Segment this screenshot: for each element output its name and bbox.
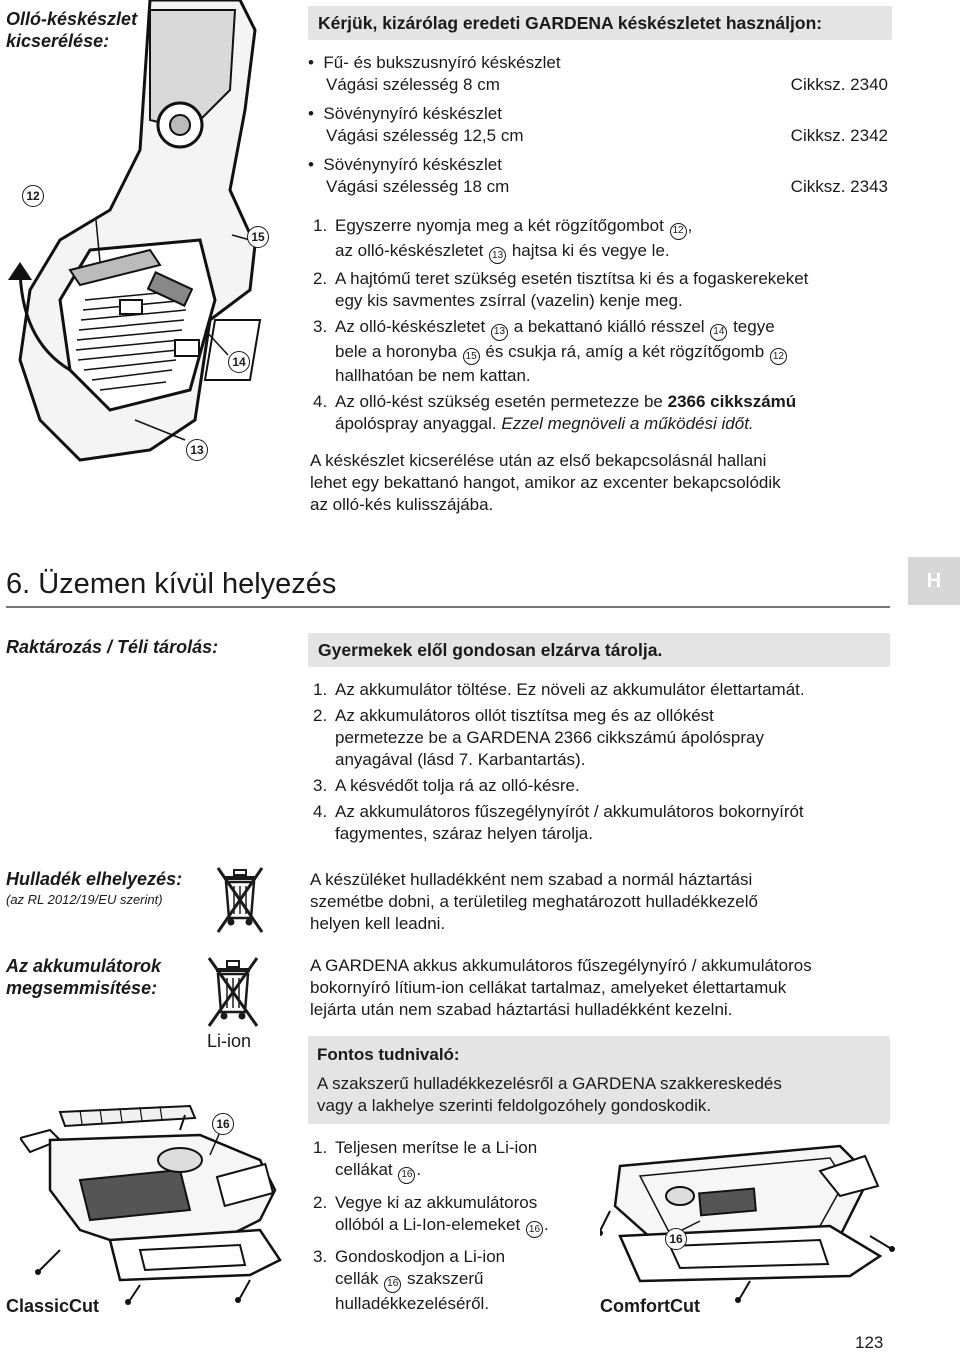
section-rule [6, 606, 890, 608]
storage-item: 3. A késvédőt tolja rá az olló-késre. [313, 776, 580, 795]
kit-width: Vágási szélesség 12,5 cm [326, 126, 524, 145]
step-item: 2. A hajtómű teret szükség esetén tisztítsa ki és a fogaskerekeket egy kis savmentes zsírral (vazelin) kenje meg. [313, 269, 809, 310]
storage-item: 4. Az akkumulátoros fűszegélynyírót / akkumulátoros bokornyírót fagymentes, száraz helyen tárolja. [313, 802, 804, 843]
storage-item: 1. Az akkumulátor töltése. Ez növeli az akkumulátor élettartamát. [313, 680, 805, 699]
kit-item: • Sövénynyíró késkészlet Vágási szélesség 18 cm Cikksz. 2343 [308, 155, 888, 196]
kit-item: • Sövénynyíró késkészlet Vágási szélesség 12,5 cm Cikksz. 2342 [308, 104, 888, 145]
important-note-box [308, 1036, 890, 1124]
ref-16: 16 [398, 1167, 415, 1184]
page-number: 123 [855, 1333, 884, 1352]
side-label-battery: Az akkumulátorok megsemmisítése: [6, 956, 162, 998]
disposal-text: A készüléket hulladékként nem szabad a normál háztartási szemétbe dobni, a területileg meghatározott hulladékkezelő helyen kell leadni. [310, 870, 758, 933]
storage-steps [313, 679, 903, 845]
side-label-disposal: Hulladék elhelyezés: [6, 869, 183, 889]
battery-step: 2. Vegye ki az akkumulátoros ollóból a Li-Ion-elemeket 16 . [313, 1192, 593, 1239]
ref-15: 15 [463, 348, 480, 365]
callout-15: 15 [247, 226, 269, 248]
li-ion-label: Li-ion [207, 1031, 252, 1051]
callout-14: 14 [228, 351, 250, 373]
side-label-storage: Raktározás / Téli tárolás: [6, 637, 219, 657]
battery-steps [313, 1137, 593, 1315]
step-item: 3. Az olló-késkészletet 13 a bekattanó kiálló résszel 14 tegye bele a horonyba 15 és csukja rá, amíg a két rögzítőgomb 12 hallhatóan be nem kattan. [313, 316, 903, 387]
battery-text: A GARDENA akkus akkumulátoros fűszegélynyíró / akkumulátoros bokornyíró lítium-ion cellákat tartalmaz, amelyeket élettartamuk lejárta után nem szabad háztartási hulladékként kezelni. [310, 956, 812, 1019]
kit-name: Sövénynyíró késkészlet [323, 104, 502, 123]
blade-change-steps [313, 215, 903, 435]
ref-13: 13 [489, 247, 506, 264]
important-text: A szakszerű hulladékkezelésről a GARDENA szakkereskedés vagy a lakhelye szerinti feldolgozóhely gondoskodik. [317, 1074, 782, 1115]
classiccut-illustration [20, 1100, 310, 1310]
important-title: Fontos tudnivaló: [317, 1045, 460, 1064]
ref-12: 12 [670, 223, 687, 240]
kit-article: Cikksz. 2343 [790, 177, 888, 196]
battery-step: 3. Gondoskodjon a Li-ion cellák 16 szakszerű hulladékkezeléséről. [313, 1247, 506, 1313]
step-item: 1. Egyszerre nyomja meg a két rögzítőgombot 12 , az olló-késkészletet 13 hajtsa ki és vegye le. [313, 215, 903, 264]
kit-list [308, 52, 888, 198]
callout-12: 12 [22, 185, 44, 207]
battery-bin-icon [205, 952, 261, 1032]
weee-bin-icon [214, 862, 266, 936]
step-item: 4. Az olló-kést szükség esetén permetezze be 2366 cikkszámú ápolóspray anyaggal. Ezzel megnöveli a működési időt. [313, 392, 797, 433]
callout-16-right: 16 [665, 1228, 687, 1250]
kit-article: Cikksz. 2340 [790, 75, 888, 94]
kit-name: Fű- és bukszusnyíró késkészlet [323, 53, 561, 72]
blade-change-note: A késkészlet kicserélése után az első bekapcsolásnál hallani lehet egy bekattanó hangot, amikor az excenter bekapcsolódik az olló-kés kulisszájába. [310, 451, 781, 514]
kit-article: Cikksz. 2342 [790, 126, 888, 145]
kit-width: Vágási szélesség 8 cm [326, 75, 500, 94]
comfortcut-illustration [600, 1136, 900, 1306]
kit-name: Sövénynyíró késkészlet [323, 155, 502, 174]
side-label-blade-change: Olló-késkészlet kicserélése: [6, 9, 138, 51]
ref-14: 14 [710, 324, 727, 341]
storage-item: 2. Az akkumulátoros ollót tisztítsa meg és az ollókést permetezze be a GARDENA 2366 cikkszámú ápolóspray anyagával (lásd 7. Karbantartás). [313, 706, 764, 769]
ref-16: 16 [526, 1221, 543, 1238]
callout-13: 13 [186, 439, 208, 461]
language-tab: H [908, 557, 960, 605]
section-title: 6. Üzemen kívül helyezés [6, 568, 337, 600]
kit-width: Vágási szélesség 18 cm [326, 177, 510, 196]
disposal-directive: (az RL 2012/19/EU szerint) [6, 892, 163, 907]
storage-warning-bar: Gyermekek elől gondosan elzárva tárolja. [308, 633, 890, 667]
ref-13: 13 [491, 324, 508, 341]
callout-16-left: 16 [212, 1113, 234, 1135]
kit-item: • Fű- és bukszusnyíró késkészlet Vágási szélesség 8 cm Cikksz. 2340 [308, 53, 888, 94]
model-classiccut: ClassicCut [6, 1296, 100, 1316]
battery-step: 1. Teljesen merítse le a Li-ion cellákat 16 . [313, 1137, 593, 1184]
original-kit-notice: Kérjük, kizárólag eredeti GARDENA késkészletet használjon: [308, 6, 892, 40]
ref-16: 16 [384, 1276, 401, 1293]
ref-12: 12 [770, 348, 787, 365]
model-comfortcut: ComfortCut [600, 1296, 700, 1316]
